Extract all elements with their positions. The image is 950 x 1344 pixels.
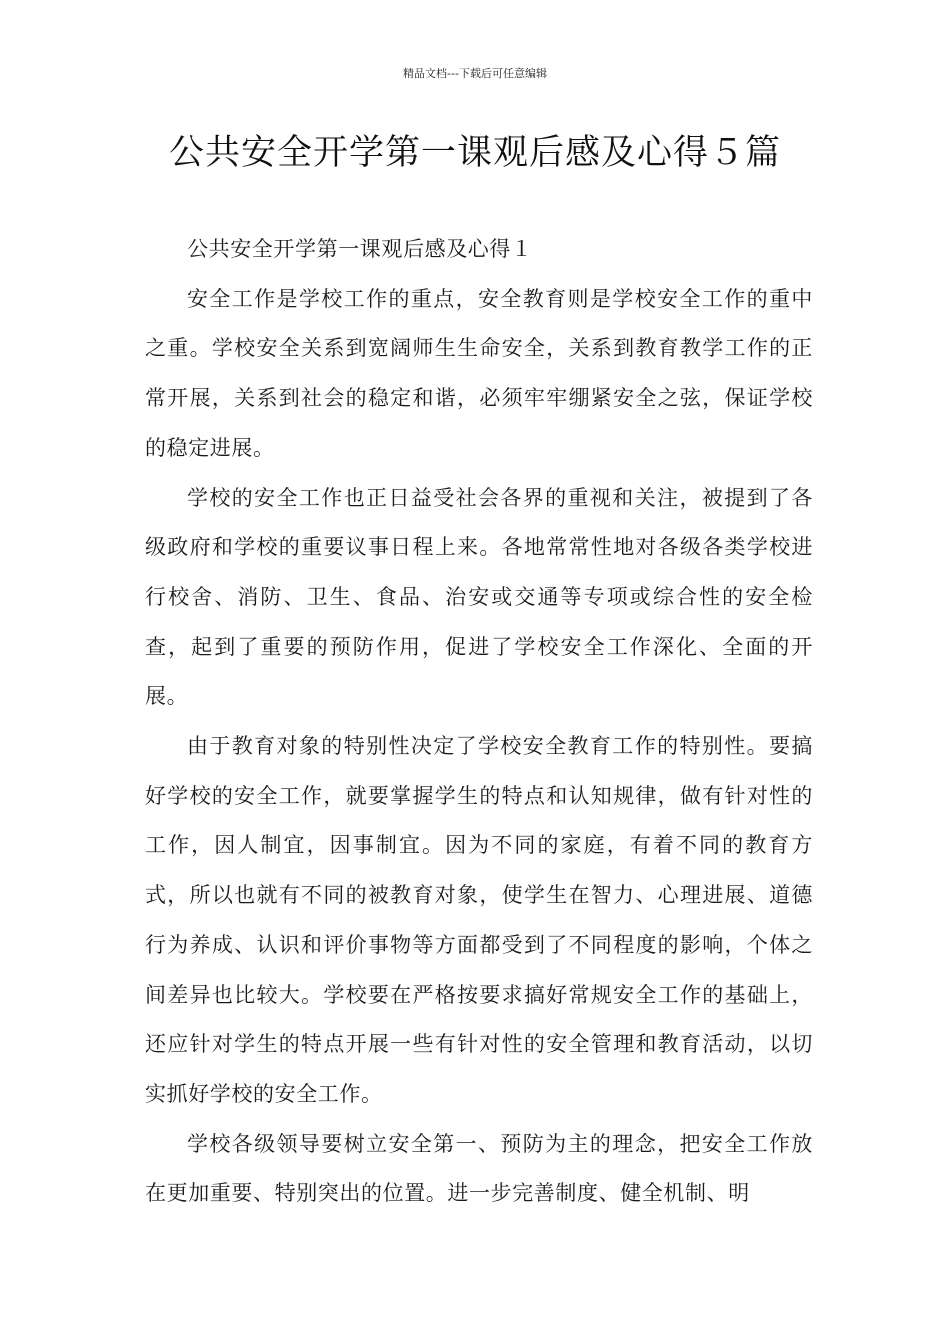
- document-title: 公共安全开学第一课观后感及心得５篇: [168, 133, 781, 173]
- paragraph: 由于教育对象的特别性决定了学校安全教育工作的特别性。要搞好学校的安全工作，就要掌握学生的特点和认知规律，做有针对性的工作，因人制宜，因事制宜。因为不同的家庭，有着不同的教育方式，所以也就有不同的被教育对象，使学生在智力、心理进展、道德行为养成、认识和评价事物等方面都受到了不同程度的影响，个体之间差异也比较大。学校要在严格按要求搞好常规安全工作的基础上，还应针对学生的特点开展一些有针对性的安全管理和教育活动，以切实抓好学校的安全工作。: [145, 734, 813, 1106]
- paragraph: 学校各级领导要树立安全第一、预防为主的理念，把安全工作放在更加重要、特别突出的位置。进一步完善制度、健全机制、明: [145, 1131, 813, 1206]
- paragraph: 安全工作是学校工作的重点，安全教育则是学校安全工作的重中之重。学校安全关系到宽阔师生生命安全，关系到教育教学工作的正常开展，关系到社会的稳定和谐，必须牢牢绷紧安全之弦，保证学校的稳定进展。: [145, 286, 813, 460]
- paragraph: 学校的安全工作也正日益受社会各界的重视和关注，被提到了各级政府和学校的重要议事日程上来。各地常常性地对各级各类学校进行校舍、消防、卫生、食品、治安或交通等专项或综合性的安全检查，起到了重要的预防作用，促进了学校安全工作深化、全面的开展。: [145, 485, 813, 709]
- document-body: [145, 225, 813, 1219]
- section-subheading: 公共安全开学第一课观后感及心得１: [187, 237, 533, 261]
- header-note: 精品文档---下载后可任意编辑: [403, 67, 547, 80]
